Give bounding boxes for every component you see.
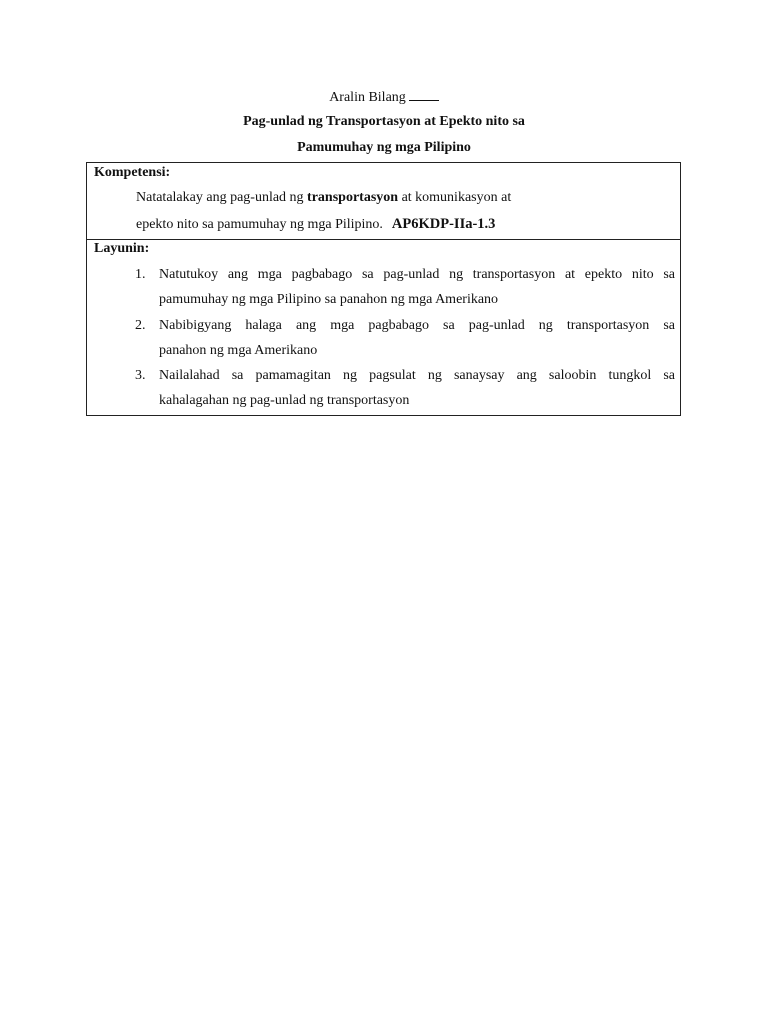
lesson-title-line-2: Pamumuhay ng mga Pilipino — [297, 140, 471, 155]
competency-text-bold: transportasyon — [307, 190, 399, 205]
objectives-label: Layunin: — [94, 241, 150, 256]
objective-number: 3. — [135, 368, 146, 383]
objective-number: 2. — [135, 318, 146, 333]
objective-text-line-2: pamumuhay ng mga Pilipino sa panahon ng mga Amerikano — [159, 292, 499, 307]
objective-text-line-2: panahon ng mga Amerikano — [159, 343, 318, 358]
competency-code: AP6KDP-IIa-1.3 — [391, 216, 496, 232]
objective-text — [159, 363, 675, 413]
competency-text-before: Natatalakay ang pag-unlad ng — [136, 190, 308, 205]
objective-text — [159, 313, 675, 363]
objective-text-line-2: kahalagahan ng pag-unlad ng transportasyon — [159, 393, 410, 408]
lesson-title-line-1: Pag-unlad ng Transportasyon at Epekto nito sa — [243, 114, 525, 129]
competency-line-2 — [136, 215, 495, 234]
objectives-section — [87, 240, 680, 415]
competency-section — [87, 163, 680, 240]
lesson-table — [86, 162, 681, 416]
competency-text-after: at komunikasyon at — [398, 190, 512, 205]
competency-line-1 — [136, 189, 511, 207]
lesson-number-label: Aralin Bilang — [329, 90, 406, 105]
objective-text-line-1: Nabibigyang halaga ang mga pagbabago sa pag-unlad ng transportasyon sa — [159, 318, 675, 333]
lesson-number-blank — [409, 88, 439, 101]
objective-number: 1. — [135, 267, 146, 282]
competency-text-line-2: epekto nito sa pamumuhay ng mga Pilipino. — [136, 217, 383, 232]
objective-text — [159, 262, 675, 312]
objective-text-line-1: Nailalahad sa pamamagitan ng pagsulat ng sanaysay ang saloobin tungkol sa — [159, 368, 675, 383]
lesson-number-line — [0, 88, 768, 107]
objective-text-line-1: Natutukoy ang mga pagbabago sa pag-unlad ng transportasyon at epekto nito sa — [159, 267, 675, 282]
competency-label: Kompetensi: — [94, 165, 171, 180]
